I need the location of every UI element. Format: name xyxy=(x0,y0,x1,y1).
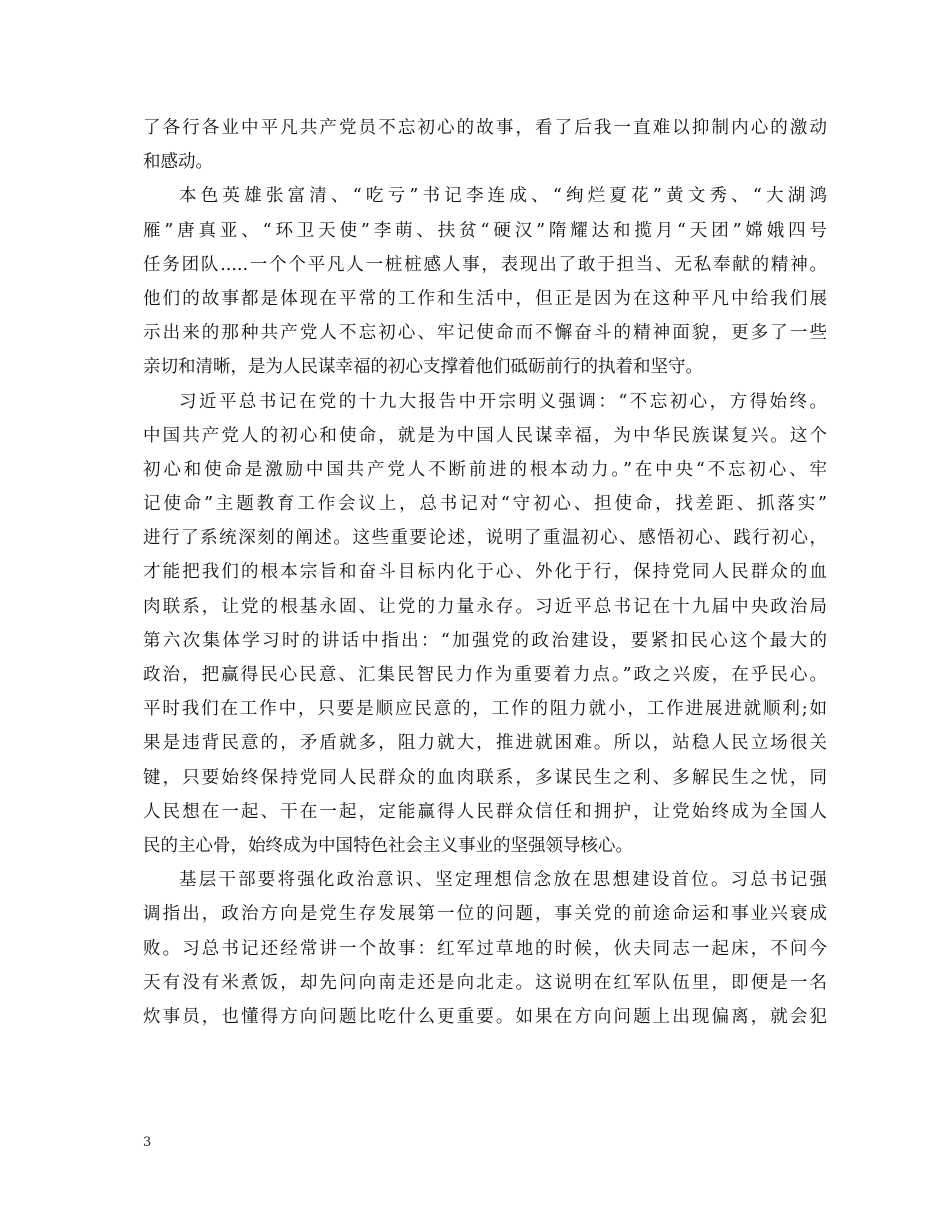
text-line: 雁”唐真亚、“环卫天使”李萌、扶贫“硬汉”隋耀达和揽月“天团”嫦娥四号 xyxy=(143,220,827,241)
text-line: 民的主心骨，始终成为中国特色社会主义事业的坚强领导核心。 xyxy=(143,835,633,856)
text-line: 了各行各业中平凡共产党员不忘初心的故事，看了后我一直难以抑制内心的激动 xyxy=(143,118,827,138)
text-line: 他们的故事都是体现在平常的工作和生活中，但正是因为在这种平凡中给我们展 xyxy=(143,288,827,309)
text-line: 炊事员，也懂得方向问题比吃什么更重要。如果在方向问题上出现偏离，就会犯 xyxy=(143,1006,827,1027)
text-line: 平时我们在工作中，只要是顺应民意的，工作的阻力就小，工作进展进就顺利;如 xyxy=(143,699,827,720)
text-line: 肉联系，让党的根基永固、让党的力量永存。习近平总书记在十九届中央政治局 xyxy=(143,596,827,617)
text-line: 基层干部要将强化政治意识、坚定理想信念放在思想建设首位。习总书记强 xyxy=(179,870,827,891)
text-line: 示出来的那种共产党人不忘初心、牢记使命而不懈奋斗的精神面貌，更多了一些 xyxy=(143,323,827,344)
text-line: 习近平总书记在党的十九大报告中开宗明义强调：“不忘初心，方得始终。 xyxy=(179,391,827,412)
text-line: 键，只要始终保持党同人民群众的血肉联系，多谋民生之利、多解民生之忧，同 xyxy=(143,767,827,788)
text-line: 记使命”主题教育工作会议上，总书记对“守初心、担使命，找差距、抓落实” xyxy=(143,494,827,515)
text-line: 人民想在一起、干在一起，定能赢得人民群众信任和拥护，让党始终成为全国人 xyxy=(143,801,827,822)
text-line: 初心和使命是激励中国共产党人不断前进的根本动力。”在中央“不忘初心、牢 xyxy=(143,459,827,480)
text-line: 中国共产党人的初心和使命，就是为中国人民谋幸福，为中华民族谋复兴。这个 xyxy=(143,425,827,446)
page-number: 3 xyxy=(143,1135,152,1150)
text-line: 才能把我们的根本宗旨和奋斗目标内化于心、外化于行，保持党同人民群众的血 xyxy=(143,562,827,583)
text-line: 调指出，政治方向是党生存发展第一位的问题，事关党的前途命运和事业兴衰成 xyxy=(143,904,827,925)
text-line: 本色英雄张富清、“吃亏”书记李连成、“绚烂夏花”黄文秀、“大湖鸿 xyxy=(179,186,827,207)
text-line: 进行了系统深刻的阐述。这些重要论述，说明了重温初心、感悟初心、践行初心， xyxy=(143,528,827,549)
text-line: 和感动。 xyxy=(143,152,213,173)
text-line: 果是违背民意的，矛盾就多，阻力就大，推进就困难。所以，站稳人民立场很关 xyxy=(143,733,827,754)
text-line: 第六次集体学习时的讲话中指出：“加强党的政治建设，要紧扣民心这个最大的 xyxy=(143,630,827,651)
text-line: 任务团队.....一个个平凡人一桩桩感人事，表现出了敢于担当、无私奉献的精神。 xyxy=(143,254,827,275)
body-text xyxy=(143,111,827,1034)
text-line: 天有没有米煮饭，却先问向南走还是向北走。这说明在红军队伍里，即便是一名 xyxy=(143,972,827,993)
text-line: 政治，把赢得民心民意、汇集民智民力作为重要着力点。”政之兴废，在乎民心。 xyxy=(143,665,827,685)
text-line: 败。习总书记还经常讲一个故事：红军过草地的时候，伙夫同志一起床，不问今 xyxy=(143,938,827,959)
text-line: 亲切和清晰，是为人民谋幸福的初心支撑着他们砥砺前行的执着和坚守。 xyxy=(143,357,703,378)
